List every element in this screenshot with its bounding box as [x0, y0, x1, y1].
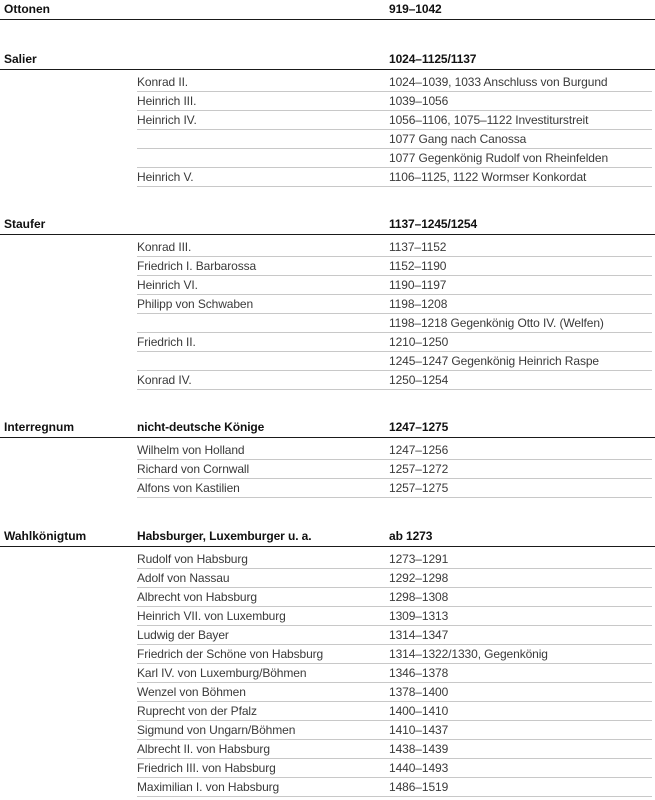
table-row	[0, 778, 655, 797]
section-header	[0, 50, 655, 70]
dynasty-period: ab 1273	[389, 529, 433, 543]
reign-info: 1056–1106, 1075–1122 Investiturstreit	[389, 113, 589, 127]
ruler-name: Friedrich II.	[137, 335, 196, 349]
reign-info: 1292–1298	[389, 571, 449, 585]
section-header	[0, 0, 655, 20]
ruler-name: Friedrich I. Barbarossa	[137, 259, 257, 273]
table-row	[0, 352, 655, 371]
table-row	[0, 168, 655, 187]
ruler-name: Richard von Cornwall	[137, 462, 250, 476]
table-row	[0, 569, 655, 588]
ruler-name: Wilhelm von Holland	[137, 443, 245, 457]
reign-info: 1410–1437	[389, 723, 449, 737]
dynasty-name: Interregnum	[4, 420, 75, 434]
reign-info: 1106–1125, 1122 Wormser Konkordat	[389, 170, 587, 184]
ruler-name: Wenzel von Böhmen	[137, 685, 246, 699]
table-row	[0, 550, 655, 569]
ruler-name: Sigmund von Ungarn/Böhmen	[137, 723, 296, 737]
ruler-name: Adolf von Nassau	[137, 571, 230, 585]
table-row	[0, 130, 655, 149]
dynasty-period: 1024–1125/1137	[389, 52, 477, 66]
reign-info: 1039–1056	[389, 94, 449, 108]
table-row	[0, 721, 655, 740]
section-header	[0, 215, 655, 235]
table-row	[0, 626, 655, 645]
reign-info: 1438–1439	[389, 742, 449, 756]
table-row	[0, 73, 655, 92]
ruler-name: Konrad II.	[137, 75, 189, 89]
reign-info: 1198–1208	[389, 297, 448, 311]
table-row	[0, 702, 655, 721]
header-rule	[0, 69, 655, 71]
reign-info: 1137–1152	[389, 240, 447, 254]
reign-info: 1210–1250	[389, 335, 449, 349]
reign-info: 1309–1313	[389, 609, 449, 623]
ruler-name: Friedrich III. von Habsburg	[137, 761, 276, 775]
dynasty-name: Staufer	[4, 217, 46, 231]
ruler-name: Heinrich V.	[137, 170, 194, 184]
dynasty-subtitle: nicht-deutsche Könige	[137, 420, 265, 434]
row-rule	[137, 186, 652, 187]
reign-info: 1314–1347	[389, 628, 449, 642]
table-row	[0, 111, 655, 130]
table-row	[0, 238, 655, 257]
dynasty-period: 919–1042	[389, 2, 442, 16]
dynasty-name: Ottonen	[4, 2, 50, 16]
reign-info: 1257–1275	[389, 481, 449, 495]
header-rule	[0, 437, 655, 439]
reign-info: 1190–1197	[389, 278, 447, 292]
table-row	[0, 645, 655, 664]
reign-info: 1247–1256	[389, 443, 449, 457]
table-row	[0, 295, 655, 314]
header-rule	[0, 19, 655, 21]
ruler-name: Albrecht von Habsburg	[137, 590, 257, 604]
row-rule	[137, 497, 652, 498]
dynasty-period: 1137–1245/1254	[389, 217, 478, 231]
reign-info: 1257–1272	[389, 462, 449, 476]
section-header	[0, 527, 655, 547]
dynasty-period: 1247–1275	[389, 420, 449, 434]
ruler-name: Konrad III.	[137, 240, 192, 254]
table-row	[0, 479, 655, 498]
ruler-name: Heinrich III.	[137, 94, 197, 108]
ruler-name: Heinrich IV.	[137, 113, 197, 127]
dynasty-name: Salier	[4, 52, 37, 66]
reign-info: 1198–1218 Gegenkönig Otto IV. (Welfen)	[389, 316, 604, 330]
row-rule	[137, 389, 652, 390]
reign-info: 1378–1400	[389, 685, 449, 699]
ruler-name: Rudolf von Habsburg	[137, 552, 248, 566]
ruler-name: Karl IV. von Luxemburg/Böhmen	[137, 666, 307, 680]
reign-info: 1346–1378	[389, 666, 449, 680]
ruler-name: Ludwig der Bayer	[137, 628, 229, 642]
ruler-name: Heinrich VI.	[137, 278, 198, 292]
reign-info: 1440–1493	[389, 761, 449, 775]
table-row	[0, 460, 655, 479]
table-row	[0, 607, 655, 626]
reign-info: 1077 Gang nach Canossa	[389, 132, 527, 146]
dynasty-name: Wahlkönigtum	[4, 529, 87, 543]
table-row	[0, 314, 655, 333]
row-rule	[137, 796, 652, 797]
reign-info: 1298–1308	[389, 590, 449, 604]
reign-info: 1077 Gegenkönig Rudolf von Rheinfelden	[389, 151, 609, 165]
reign-info: 1486–1519	[389, 780, 449, 794]
section-header	[0, 418, 655, 438]
header-rule	[0, 234, 655, 236]
table-row	[0, 683, 655, 702]
table-row	[0, 92, 655, 111]
table-row	[0, 371, 655, 390]
table-row	[0, 588, 655, 607]
ruler-name: Maximilian I. von Habsburg	[137, 780, 280, 794]
reign-info: 1024–1039, 1033 Anschluss von Burgund	[389, 75, 608, 89]
table-row	[0, 333, 655, 352]
reign-info: 1314–1322/1330, Gegenkönig	[389, 647, 548, 661]
table-row	[0, 740, 655, 759]
ruler-name: Friedrich der Schöne von Habsburg	[137, 647, 324, 661]
ruler-name: Alfons von Kastilien	[137, 481, 240, 495]
ruler-name: Heinrich VII. von Luxemburg	[137, 609, 286, 623]
ruler-name: Albrecht II. von Habsburg	[137, 742, 270, 756]
table-row	[0, 759, 655, 778]
ruler-name: Ruprecht von der Pfalz	[137, 704, 257, 718]
reign-info: 1400–1410	[389, 704, 449, 718]
table-row	[0, 257, 655, 276]
ruler-name: Philipp von Schwaben	[137, 297, 254, 311]
table-row	[0, 664, 655, 683]
reign-info: 1245–1247 Gegenkönig Heinrich Raspe	[389, 354, 599, 368]
reign-info: 1250–1254	[389, 373, 449, 387]
reign-info: 1273–1291	[389, 552, 449, 566]
dynasty-subtitle: Habsburger, Luxemburger u. a.	[137, 529, 312, 543]
table-row	[0, 276, 655, 295]
table-row	[0, 441, 655, 460]
table-row	[0, 149, 655, 168]
header-rule	[0, 546, 655, 548]
ruler-name: Konrad IV.	[137, 373, 192, 387]
reign-info: 1152–1190	[389, 259, 447, 273]
